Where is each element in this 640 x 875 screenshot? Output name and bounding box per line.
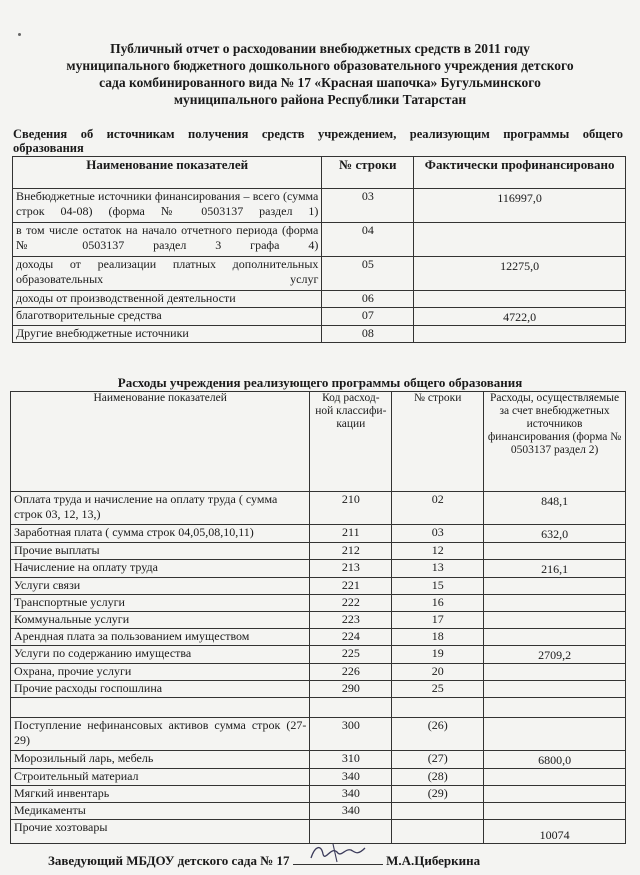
row-line: 02 bbox=[392, 492, 484, 525]
row-value: 632,0 bbox=[484, 525, 626, 543]
signature-position: Заведующий МБДОУ детского сада № 17 bbox=[48, 853, 290, 868]
expenses-row bbox=[11, 786, 626, 803]
title-line-3: сада комбинированного вида № 17 «Красная шапочка» Бугульминского bbox=[99, 75, 541, 90]
row-code: 340 bbox=[310, 803, 392, 820]
row-line: 13 bbox=[392, 560, 484, 578]
row-line: 05 bbox=[322, 257, 414, 291]
row-line: 04 bbox=[322, 223, 414, 257]
row-line: 06 bbox=[322, 291, 414, 308]
sources-heading-line-1: Сведения об источникам получения средств учреждением, реализующим программы общего bbox=[13, 127, 623, 141]
row-line: 15 bbox=[392, 578, 484, 595]
row-value: 6800,0 bbox=[484, 751, 626, 769]
row-name: Мягкий инвентарь bbox=[11, 786, 310, 803]
row-value bbox=[484, 629, 626, 646]
row-name: Другие внебюджетные источники bbox=[13, 326, 322, 343]
row-code: 213 bbox=[310, 560, 392, 578]
row-name: Транспортные услуги bbox=[11, 595, 310, 612]
row-value: 116997,0 bbox=[414, 189, 626, 223]
row-name: Услуги связи bbox=[11, 578, 310, 595]
row-value: 216,1 bbox=[484, 560, 626, 578]
header-name: Наименование показателей bbox=[13, 157, 322, 189]
row-code: 224 bbox=[310, 629, 392, 646]
row-name: Коммунальные услуги bbox=[11, 612, 310, 629]
handwritten-signature bbox=[293, 842, 383, 864]
header-line: № строки bbox=[322, 157, 414, 189]
expenses-row bbox=[11, 664, 626, 681]
row-value: 848,1 bbox=[484, 492, 626, 525]
row-code: 310 bbox=[310, 751, 392, 769]
row-code: 226 bbox=[310, 664, 392, 681]
row-name: доходы от реализации платных дополнительных образовательных услуг bbox=[13, 257, 322, 291]
row-code: 212 bbox=[310, 543, 392, 560]
expenses-row bbox=[11, 492, 626, 525]
signature-line bbox=[293, 852, 383, 865]
expenses-row bbox=[11, 612, 626, 629]
row-line bbox=[392, 698, 484, 718]
sources-row bbox=[13, 189, 626, 223]
row-name: Строительный материал bbox=[11, 769, 310, 786]
row-name: Услуги по содержанию имущества bbox=[11, 646, 310, 664]
sources-row bbox=[13, 308, 626, 326]
row-code: 223 bbox=[310, 612, 392, 629]
sources-row bbox=[13, 223, 626, 257]
row-name: Прочие расходы госпошлина bbox=[11, 681, 310, 698]
expenses-row bbox=[11, 595, 626, 612]
row-value bbox=[484, 664, 626, 681]
row-name: в том числе остаток на начало отчетного периода (форма № 0503137 раздел 3 графа 4) bbox=[13, 223, 322, 257]
row-line: 16 bbox=[392, 595, 484, 612]
report-title bbox=[40, 40, 600, 108]
row-value bbox=[414, 291, 626, 308]
row-value bbox=[484, 786, 626, 803]
header-name: Наименование показателей bbox=[11, 392, 310, 492]
expenses-row bbox=[11, 769, 626, 786]
row-line: 18 bbox=[392, 629, 484, 646]
row-line: 12 bbox=[392, 543, 484, 560]
signature-block bbox=[48, 852, 608, 869]
row-code: 221 bbox=[310, 578, 392, 595]
row-line bbox=[392, 803, 484, 820]
row-value bbox=[484, 769, 626, 786]
row-line: (29) bbox=[392, 786, 484, 803]
expenses-row bbox=[11, 560, 626, 578]
row-name: Прочие хозтовары bbox=[11, 820, 310, 844]
sources-row bbox=[13, 257, 626, 291]
row-line: (27) bbox=[392, 751, 484, 769]
signature-name: М.А.Циберкина bbox=[386, 853, 481, 868]
row-line: (28) bbox=[392, 769, 484, 786]
expenses-row bbox=[11, 629, 626, 646]
expenses-heading: Расходы учреждения реализующего программы общего образования bbox=[117, 375, 523, 390]
row-code: 210 bbox=[310, 492, 392, 525]
row-name: Медикаменты bbox=[11, 803, 310, 820]
title-line-2: муниципального бюджетного дошкольного образовательного учреждения детского bbox=[66, 58, 574, 73]
row-line: 25 bbox=[392, 681, 484, 698]
expenses-row bbox=[11, 751, 626, 769]
row-name: Поступление нефинансовых активов сумма строк (27-29) bbox=[11, 718, 310, 751]
header-value: Фактически профинансировано bbox=[414, 157, 626, 189]
sources-row bbox=[13, 326, 626, 343]
expenses-row bbox=[11, 646, 626, 664]
row-code: 290 bbox=[310, 681, 392, 698]
row-value: 10074 bbox=[484, 820, 626, 844]
sources-heading-line-2: образования bbox=[13, 141, 84, 155]
row-name: благотворительные средства bbox=[13, 308, 322, 326]
sources-table bbox=[12, 156, 626, 343]
row-line: 08 bbox=[322, 326, 414, 343]
row-name bbox=[11, 698, 310, 718]
row-value bbox=[484, 681, 626, 698]
row-name: Внебюджетные источники финансирования – всего (сумма строк 04-08) (форма № 0503137 раздел 1) bbox=[13, 189, 322, 223]
row-line: 03 bbox=[392, 525, 484, 543]
row-value: 4722,0 bbox=[414, 308, 626, 326]
row-name: доходы от производственной деятельности bbox=[13, 291, 322, 308]
row-name: Оплата труда и начисление на оплату труда ( сумма строк 03, 12, 13,) bbox=[11, 492, 310, 525]
expenses-row bbox=[11, 543, 626, 560]
row-line: 20 bbox=[392, 664, 484, 681]
sources-heading bbox=[13, 127, 623, 155]
expenses-row bbox=[11, 698, 626, 718]
header-line: № строки bbox=[392, 392, 484, 492]
row-code: 222 bbox=[310, 595, 392, 612]
row-line: 19 bbox=[392, 646, 484, 664]
row-value bbox=[484, 578, 626, 595]
row-value bbox=[414, 326, 626, 343]
row-name: Начисление на оплату труда bbox=[11, 560, 310, 578]
row-value bbox=[484, 698, 626, 718]
row-name: Арендная плата за пользованием имуществом bbox=[11, 629, 310, 646]
row-name: Охрана, прочие услуги bbox=[11, 664, 310, 681]
title-line-1: Публичный отчет о расходовании внебюджетных средств в 2011 году bbox=[110, 41, 530, 56]
header-value: Расходы, осуществляемые за счет внебюджетных источников финансирования (форма № 0503137 раздел 2) bbox=[484, 392, 626, 492]
row-value bbox=[484, 803, 626, 820]
scan-speck bbox=[18, 33, 21, 36]
row-code: 225 bbox=[310, 646, 392, 664]
row-line: 03 bbox=[322, 189, 414, 223]
expenses-row bbox=[11, 525, 626, 543]
row-code: 300 bbox=[310, 718, 392, 751]
row-value: 12275,0 bbox=[414, 257, 626, 291]
row-code: 211 bbox=[310, 525, 392, 543]
row-line: 17 bbox=[392, 612, 484, 629]
title-line-4: муниципального района Республики Татарстан bbox=[173, 92, 467, 107]
expenses-table bbox=[10, 391, 626, 844]
row-line: 07 bbox=[322, 308, 414, 326]
header-code: Код расход-ной классифи-кации bbox=[310, 392, 392, 492]
row-value bbox=[484, 595, 626, 612]
row-code: 340 bbox=[310, 786, 392, 803]
expenses-row bbox=[11, 718, 626, 751]
row-value bbox=[414, 223, 626, 257]
row-code: 340 bbox=[310, 769, 392, 786]
row-code bbox=[310, 820, 392, 844]
row-value: 2709,2 bbox=[484, 646, 626, 664]
row-value bbox=[484, 718, 626, 751]
row-line: (26) bbox=[392, 718, 484, 751]
expenses-row bbox=[11, 803, 626, 820]
row-value bbox=[484, 543, 626, 560]
row-name: Заработная плата ( сумма строк 04,05,08,10,11) bbox=[11, 525, 310, 543]
row-name: Морозильный ларь, мебель bbox=[11, 751, 310, 769]
row-value bbox=[484, 612, 626, 629]
expenses-row bbox=[11, 820, 626, 844]
row-code bbox=[310, 698, 392, 718]
expenses-row bbox=[11, 681, 626, 698]
expenses-row bbox=[11, 578, 626, 595]
row-line bbox=[392, 820, 484, 844]
row-name: Прочие выплаты bbox=[11, 543, 310, 560]
sources-row bbox=[13, 291, 626, 308]
